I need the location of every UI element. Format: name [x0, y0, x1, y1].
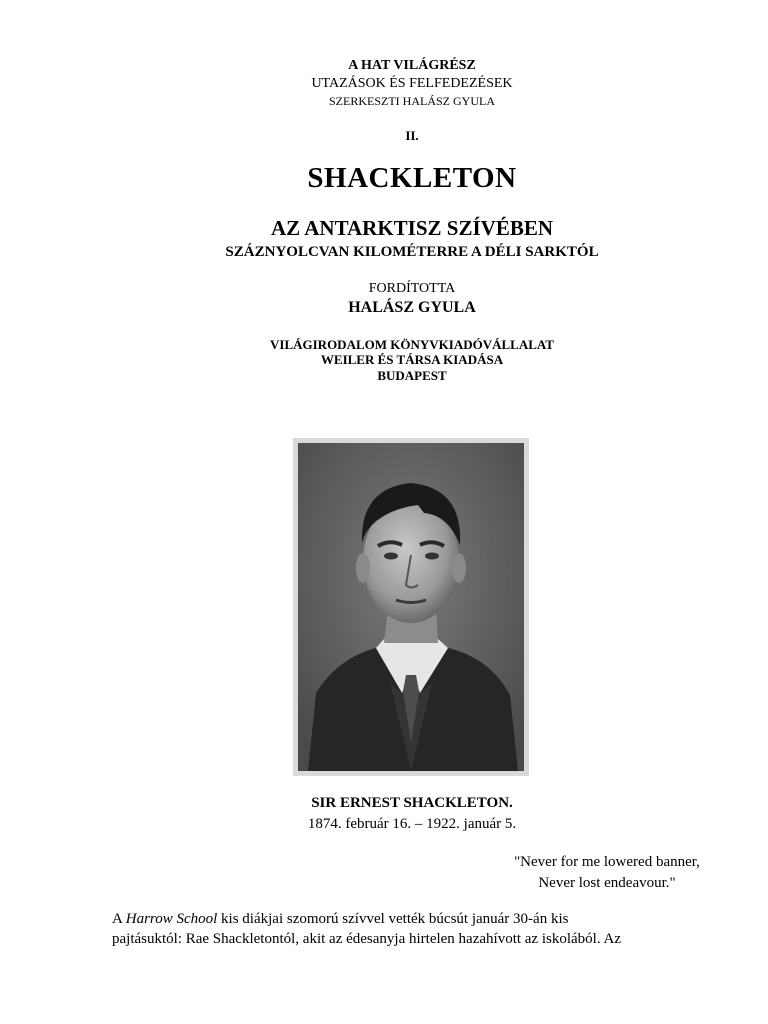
portrait-photo [293, 438, 529, 776]
book-title: SHACKLETON [307, 162, 517, 194]
portrait-image [298, 443, 524, 771]
school-name: Harrow School [125, 911, 218, 927]
series-subtitle: UTAZÁSOK ÉS FELFEDEZÉSEK [311, 76, 513, 91]
series-editor: SZERKESZTI HALÁSZ GYULA [329, 94, 495, 108]
translated-by-label: FORDÍTOTTA [368, 281, 456, 296]
body-paragraph-line-2: pajtásuktól: Rae Shackletontól, akit az édesanyja hirtelen hazahívott az iskolából. Az [112, 931, 622, 947]
body-text-rest: kis diákjai szomorú szívvel vették búcsút január 30-án kis [217, 911, 569, 927]
portrait-caption-name: SIR ERNEST SHACKLETON. [311, 795, 513, 811]
series-title: A HAT VILÁGRÉSZ [348, 58, 476, 73]
portrait-caption-dates: 1874. február 16. – 1922. január 5. [307, 816, 517, 832]
book-subtitle: AZ ANTARKTISZ SZÍVÉBEN [270, 216, 554, 240]
book-subtitle-secondary: SZÁZNYOLCVAN KILOMÉTERRE A DÉLI SARKTÓL [225, 244, 599, 260]
epigraph-line-2: Never lost endeavour." [538, 875, 676, 891]
publisher-city: BUDAPEST [377, 368, 447, 383]
translator-name: HALÁSZ GYULA [348, 299, 476, 316]
volume-number: II. [405, 128, 419, 143]
publisher-imprint: WEILER ÉS TÁRSA KIADÁSA [320, 352, 504, 367]
body-paragraph-line-1 [112, 911, 568, 928]
epigraph-line-1: "Never for me lowered banner, [514, 854, 700, 870]
publisher-name: VILÁGIRODALOM KÖNYVKIADÓVÁLLALAT [270, 337, 554, 352]
body-text-prefix: A [112, 911, 126, 927]
